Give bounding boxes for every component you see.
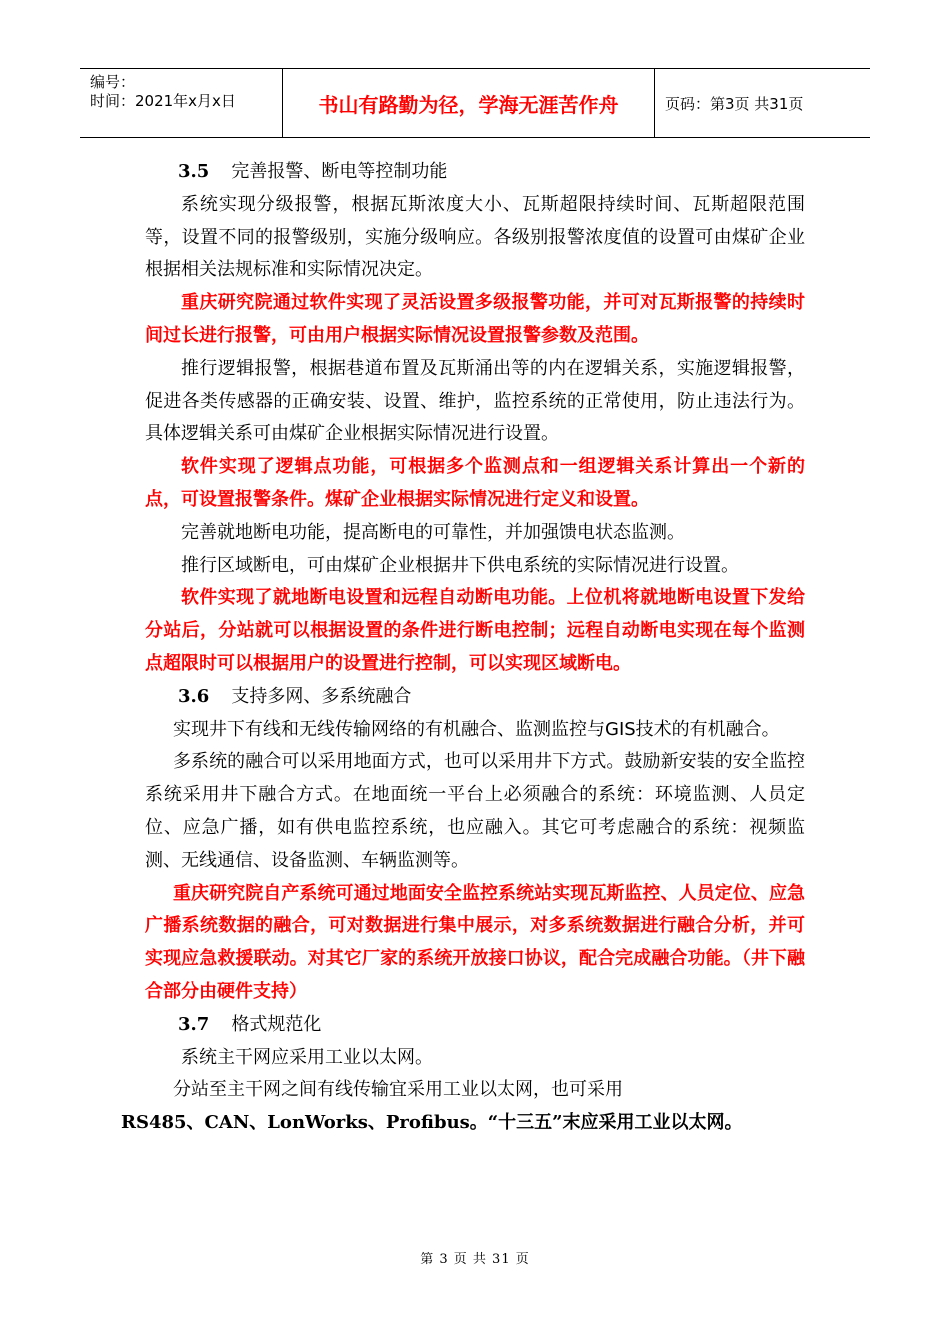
highlight-paragraph: 软件实现了就地断电设置和远程自动断电功能。上位机将就地断电设置下发给分站后，分站就可以根据设置的条件进行断电控制；远程自动断电实现在每个监测点超限时可以根据用户的设置进行控制，可以实现区域断电。 <box>145 587 805 674</box>
paragraph-tail-line: RS485、CAN、LonWorks、Profibus。“十三五”末应采用工业以太网。 <box>121 1112 743 1134</box>
highlight-paragraph: 重庆研究院自产系统可通过地面安全监控系统站实现瓦斯监控、人员定位、应急广播系统数据的融合，可对数据进行集中展示，对多系统数据进行融合分析，并可实现应急救援联动。对其它厂家的系统开放接口协议，配合完成融合功能。（井下融合部分由硬件支持） <box>145 882 805 1002</box>
section-heading-3-5 <box>145 156 805 189</box>
highlight-paragraph: 重庆研究院通过软件实现了灵活设置多级报警功能，并可对瓦斯报警的持续时间过长进行报警，可由用户根据实际情况设置报警参数及范围。 <box>145 292 805 346</box>
paragraph: 系统实现分级报警，根据瓦斯浓度大小、瓦斯超限持续时间、瓦斯超限范围等，设置不同的报警级别，实施分级响应。各级别报警浓度值的设置可由煤矿企业根据相关法规标准和实际情况决定。 <box>145 193 805 281</box>
section-number: 3.5 <box>178 161 210 182</box>
paragraph: 实现井下有线和无线传输网络的有机融合、监测监控与GIS技术的有机融合。 <box>173 718 780 740</box>
page-header <box>80 68 870 138</box>
header-number-label: 编号： <box>90 73 136 91</box>
paragraph: 多系统的融合可以采用地面方式，也可以采用井下方式。鼓励新安装的安全监控系统采用井下融合方式。在地面统一平台上必须融合的系统：环境监测、人员定位、应急广播，如有供电监控系统，也应融入。其它可考虑融合的系统：视频监测、无线通信、设备监测、车辆监测等。 <box>145 751 805 871</box>
header-page-info: 页码：第3页 共31页 <box>665 94 804 113</box>
page-footer: 第 3 页 共 31 页 <box>420 1252 530 1267</box>
header-motto: 书山有路勤为径，学海无涯苦作舟 <box>283 69 655 137</box>
section-heading-3-6 <box>145 681 805 714</box>
section-heading-3-7 <box>145 1009 805 1042</box>
paragraph: 系统主干网应采用工业以太网。 <box>181 1046 433 1068</box>
header-time-label: 时间：2021年x月x日 <box>90 92 236 110</box>
section-title: 支持多网、多系统融合 <box>231 685 412 707</box>
section-title: 格式规范化 <box>231 1013 322 1035</box>
header-meta <box>80 69 283 137</box>
section-number: 3.6 <box>178 685 210 707</box>
section-number: 3.7 <box>178 1013 210 1035</box>
paragraph: 推行区域断电，可由煤矿企业根据井下供电系统的实际情况进行设置。 <box>181 554 739 576</box>
highlight-paragraph: 软件实现了逻辑点功能，可根据多个监测点和一组逻辑关系计算出一个新的点，可设置报警条件。煤矿企业根据实际情况进行定义和设置。 <box>145 456 805 510</box>
paragraph: 完善就地断电功能，提高断电的可靠性，并加强馈电状态监测。 <box>181 521 685 543</box>
paragraph: 分站至主干网之间有线传输宜采用工业以太网，也可采用 <box>173 1079 623 1101</box>
document-body <box>121 156 805 1140</box>
section-title: 完善报警、断电等控制功能 <box>231 161 448 182</box>
paragraph: 推行逻辑报警，根据巷道布置及瓦斯涌出等的内在逻辑关系，实施逻辑报警，促进各类传感器的正确安装、设置、维护，监控系统的正常使用，防止违法行为。具体逻辑关系可由煤矿企业根据实际情况进行设置。 <box>145 357 805 445</box>
